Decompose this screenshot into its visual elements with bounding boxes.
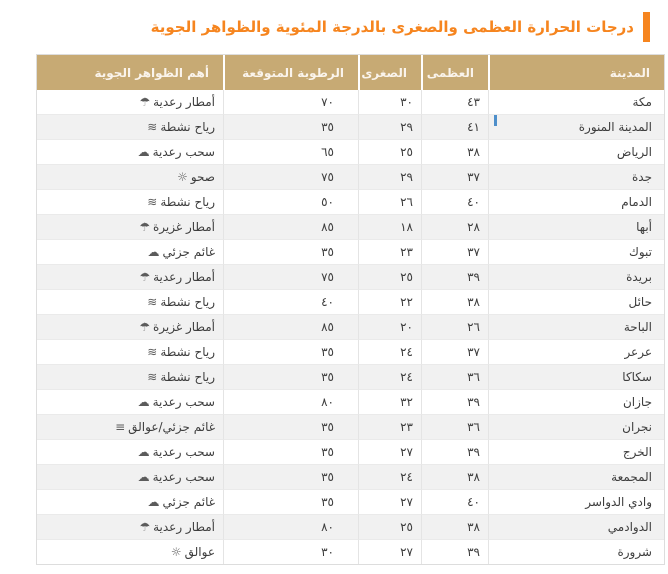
phenomena-label: سحب رعدية [152, 445, 215, 459]
table-row [37, 414, 664, 439]
city-cell: تبوك [488, 239, 664, 264]
table-row [37, 289, 664, 314]
max-temp-cell: ٣٧ [421, 239, 488, 264]
city-cell: الخرج [488, 439, 664, 464]
phenomena-content [139, 270, 215, 284]
humidity-cell: ٨٠ [223, 389, 358, 414]
phenomena-cell [37, 214, 223, 239]
max-temp-cell: ٣٧ [421, 339, 488, 364]
min-temp-cell: ٣٠ [358, 90, 421, 114]
phenomena-cell [37, 414, 223, 439]
min-temp-cell: ٢٥ [358, 139, 421, 164]
max-temp-cell: ٣٨ [421, 139, 488, 164]
humidity-cell: ٣٥ [223, 414, 358, 439]
max-temp-cell: ٣٩ [421, 439, 488, 464]
dust-haze-icon: ≡ [115, 420, 126, 434]
phenomena-content [138, 145, 215, 159]
phenomena-content [115, 420, 215, 434]
humidity-cell: ٧٠ [223, 90, 358, 114]
phenomena-cell [37, 339, 223, 364]
max-temp-cell: ٣٦ [421, 414, 488, 439]
column-header-city: المدينة [488, 55, 664, 90]
table-row [37, 489, 664, 514]
table-row [37, 189, 664, 214]
thunder-rain-icon: ☂ [139, 95, 151, 109]
table-header-row [37, 55, 664, 90]
phenomena-label: سحب رعدية [152, 470, 215, 484]
heavy-rain-icon: ☂ [139, 320, 150, 334]
max-temp-cell: ٣٨ [421, 289, 488, 314]
humidity-cell: ٨٥ [223, 314, 358, 339]
phenomena-label: أمطار رعدية [153, 95, 215, 109]
phenomena-content [139, 320, 215, 334]
min-temp-cell: ٢٧ [358, 539, 421, 564]
humidity-cell: ٨٥ [223, 214, 358, 239]
city-cell: المجمعة [488, 464, 664, 489]
phenomena-content [148, 495, 215, 509]
active-winds-icon: ≋ [147, 295, 158, 309]
phenomena-label: رياح نشطة [160, 345, 215, 359]
phenomena-content [171, 545, 215, 559]
table-row [37, 114, 664, 139]
partly-cloudy-icon: ☁ [147, 495, 160, 509]
phenomena-label: أمطار رعدية [153, 270, 215, 284]
max-temp-cell: ٣٩ [421, 389, 488, 414]
table-row [37, 464, 664, 489]
phenomena-label: صحو [190, 170, 215, 184]
min-temp-cell: ٢٧ [358, 439, 421, 464]
phenomena-cell [37, 90, 223, 114]
min-temp-cell: ٢٤ [358, 364, 421, 389]
city-cell: حائل [488, 289, 664, 314]
humidity-cell: ٣٥ [223, 439, 358, 464]
phenomena-label: غائم جزئي [162, 245, 215, 259]
phenomena-content [139, 95, 215, 109]
phenomena-cell [37, 364, 223, 389]
max-temp-cell: ٢٨ [421, 214, 488, 239]
phenomena-content [138, 445, 215, 459]
max-temp-cell: ٣٨ [421, 514, 488, 539]
phenomena-label: أمطار غزيرة [152, 220, 215, 234]
thunder-clouds-icon: ☁ [137, 470, 150, 484]
city-cell: جدة [488, 164, 664, 189]
phenomena-cell [37, 289, 223, 314]
city-cell: مكة [488, 90, 664, 114]
max-temp-cell: ٣٧ [421, 164, 488, 189]
table-row [37, 314, 664, 339]
phenomena-cell [37, 239, 223, 264]
phenomena-content [139, 520, 215, 534]
city-cell: الدمام [488, 189, 664, 214]
thunder-clouds-icon: ☁ [137, 445, 150, 459]
humidity-cell: ٤٠ [223, 289, 358, 314]
active-winds-icon: ≋ [147, 345, 158, 359]
city-cell: شرورة [488, 539, 664, 564]
humidity-cell: ٣٥ [223, 364, 358, 389]
min-temp-cell: ٢٧ [358, 489, 421, 514]
phenomena-content [147, 370, 215, 384]
phenomena-label: أمطار رعدية [153, 520, 215, 534]
table-row [37, 90, 664, 114]
min-temp-cell: ١٨ [358, 214, 421, 239]
thunder-rain-icon: ☂ [139, 270, 151, 284]
min-temp-cell: ٣٢ [358, 389, 421, 414]
city-cell: نجران [488, 414, 664, 439]
humidity-cell: ٦٥ [223, 139, 358, 164]
table-row [37, 164, 664, 189]
phenomena-content [148, 245, 215, 259]
table-row [37, 339, 664, 364]
min-temp-cell: ٢٤ [358, 339, 421, 364]
humidity-cell: ٣٠ [223, 539, 358, 564]
heavy-rain-icon: ☂ [139, 220, 150, 234]
thunder-clouds-icon: ☁ [137, 395, 150, 409]
active-winds-icon: ≋ [147, 120, 158, 134]
min-temp-cell: ٢٢ [358, 289, 421, 314]
column-header-max: العظمى [421, 55, 488, 90]
max-temp-cell: ٣٩ [421, 539, 488, 564]
column-header-humidity: الرطوبة المتوقعة [223, 55, 358, 90]
phenomena-label: غائم جزئي/عوالق [128, 420, 215, 434]
phenomena-label: سحب رعدية [152, 395, 215, 409]
phenomena-cell [37, 164, 223, 189]
humidity-cell: ٧٥ [223, 164, 358, 189]
section-header [0, 0, 668, 42]
phenomena-cell [37, 489, 223, 514]
phenomena-content [147, 120, 215, 134]
phenomena-cell [37, 314, 223, 339]
min-temp-cell: ٢٣ [358, 414, 421, 439]
phenomena-cell [37, 139, 223, 164]
humidity-cell: ٧٥ [223, 264, 358, 289]
phenomena-content [177, 170, 215, 184]
min-temp-cell: ٢٠ [358, 314, 421, 339]
phenomena-label: أمطار غزيرة [152, 320, 215, 334]
table-row [37, 539, 664, 564]
page-title: درجات الحرارة العظمى والصغرى بالدرجة المئوية والظواهر الجوية [150, 17, 634, 36]
max-temp-cell: ٢٦ [421, 314, 488, 339]
column-header-min: الصغرى [358, 55, 421, 90]
table-row [37, 364, 664, 389]
active-winds-icon: ≋ [147, 195, 158, 209]
min-temp-cell: ٢٥ [358, 514, 421, 539]
humidity-cell: ٨٠ [223, 514, 358, 539]
humidity-cell: ٣٥ [223, 114, 358, 139]
min-temp-cell: ٢٣ [358, 239, 421, 264]
phenomena-cell [37, 539, 223, 564]
min-temp-cell: ٢٩ [358, 164, 421, 189]
phenomena-label: رياح نشطة [160, 120, 215, 134]
max-temp-cell: ٣٨ [421, 464, 488, 489]
city-cell: الرياض [488, 139, 664, 164]
phenomena-content [147, 195, 215, 209]
phenomena-cell [37, 389, 223, 414]
city-cell: المدينة المنورة [488, 114, 664, 139]
humidity-cell: ٥٠ [223, 189, 358, 214]
table-row [37, 214, 664, 239]
max-temp-cell: ٤٠ [421, 489, 488, 514]
humidity-cell: ٣٥ [223, 464, 358, 489]
max-temp-cell: ٤٠ [421, 189, 488, 214]
max-temp-cell: ٤٣ [421, 90, 488, 114]
table-row [37, 264, 664, 289]
humidity-cell: ٣٥ [223, 489, 358, 514]
suspended-dust-icon: ☼ [170, 545, 182, 559]
partly-cloudy-icon: ☁ [147, 245, 160, 259]
phenomena-label: رياح نشطة [160, 370, 215, 384]
city-cell: أبها [488, 214, 664, 239]
humidity-cell: ٣٥ [223, 239, 358, 264]
min-temp-cell: ٢٥ [358, 264, 421, 289]
column-header-phenomena: أهم الظواهر الجوية [37, 55, 223, 90]
phenomena-label: غائم جزئي [162, 495, 215, 509]
city-cell: بريدة [488, 264, 664, 289]
phenomena-label: سحب رعدية [152, 145, 215, 159]
city-cell: عرعر [488, 339, 664, 364]
table-row [37, 439, 664, 464]
min-temp-cell: ٢٤ [358, 464, 421, 489]
phenomena-cell [37, 464, 223, 489]
thunder-clouds-icon: ☁ [137, 145, 150, 159]
phenomena-label: رياح نشطة [160, 195, 215, 209]
phenomena-label: عوالق [184, 545, 215, 559]
phenomena-content [139, 220, 215, 234]
min-temp-cell: ٢٦ [358, 189, 421, 214]
city-cell: سكاكا [488, 364, 664, 389]
max-temp-cell: ٣٦ [421, 364, 488, 389]
table-row [37, 389, 664, 414]
max-temp-cell: ٣٩ [421, 264, 488, 289]
city-cell: الباحة [488, 314, 664, 339]
phenomena-content [147, 295, 215, 309]
thunder-rain-icon: ☂ [139, 520, 151, 534]
phenomena-cell [37, 114, 223, 139]
humidity-cell: ٣٥ [223, 339, 358, 364]
phenomena-cell [37, 439, 223, 464]
table-row [37, 514, 664, 539]
phenomena-cell [37, 189, 223, 214]
temperatures-table [36, 54, 665, 565]
phenomena-cell [37, 514, 223, 539]
active-winds-icon: ≋ [147, 370, 158, 384]
phenomena-cell [37, 264, 223, 289]
city-cell: وادي الدواسر [488, 489, 664, 514]
clear-sky-icon: ☼ [177, 170, 188, 184]
city-cell: جازان [488, 389, 664, 414]
max-temp-cell: ٤١ [421, 114, 488, 139]
phenomena-content [138, 470, 215, 484]
phenomena-content [138, 395, 215, 409]
phenomena-label: رياح نشطة [160, 295, 215, 309]
min-temp-cell: ٢٩ [358, 114, 421, 139]
table-row [37, 239, 664, 264]
table-row [37, 139, 664, 164]
title-accent-bar [643, 12, 650, 42]
phenomena-content [147, 345, 215, 359]
city-cell: الدوادمي [488, 514, 664, 539]
blue-marker-artifact [494, 115, 497, 126]
table-body [37, 90, 664, 564]
